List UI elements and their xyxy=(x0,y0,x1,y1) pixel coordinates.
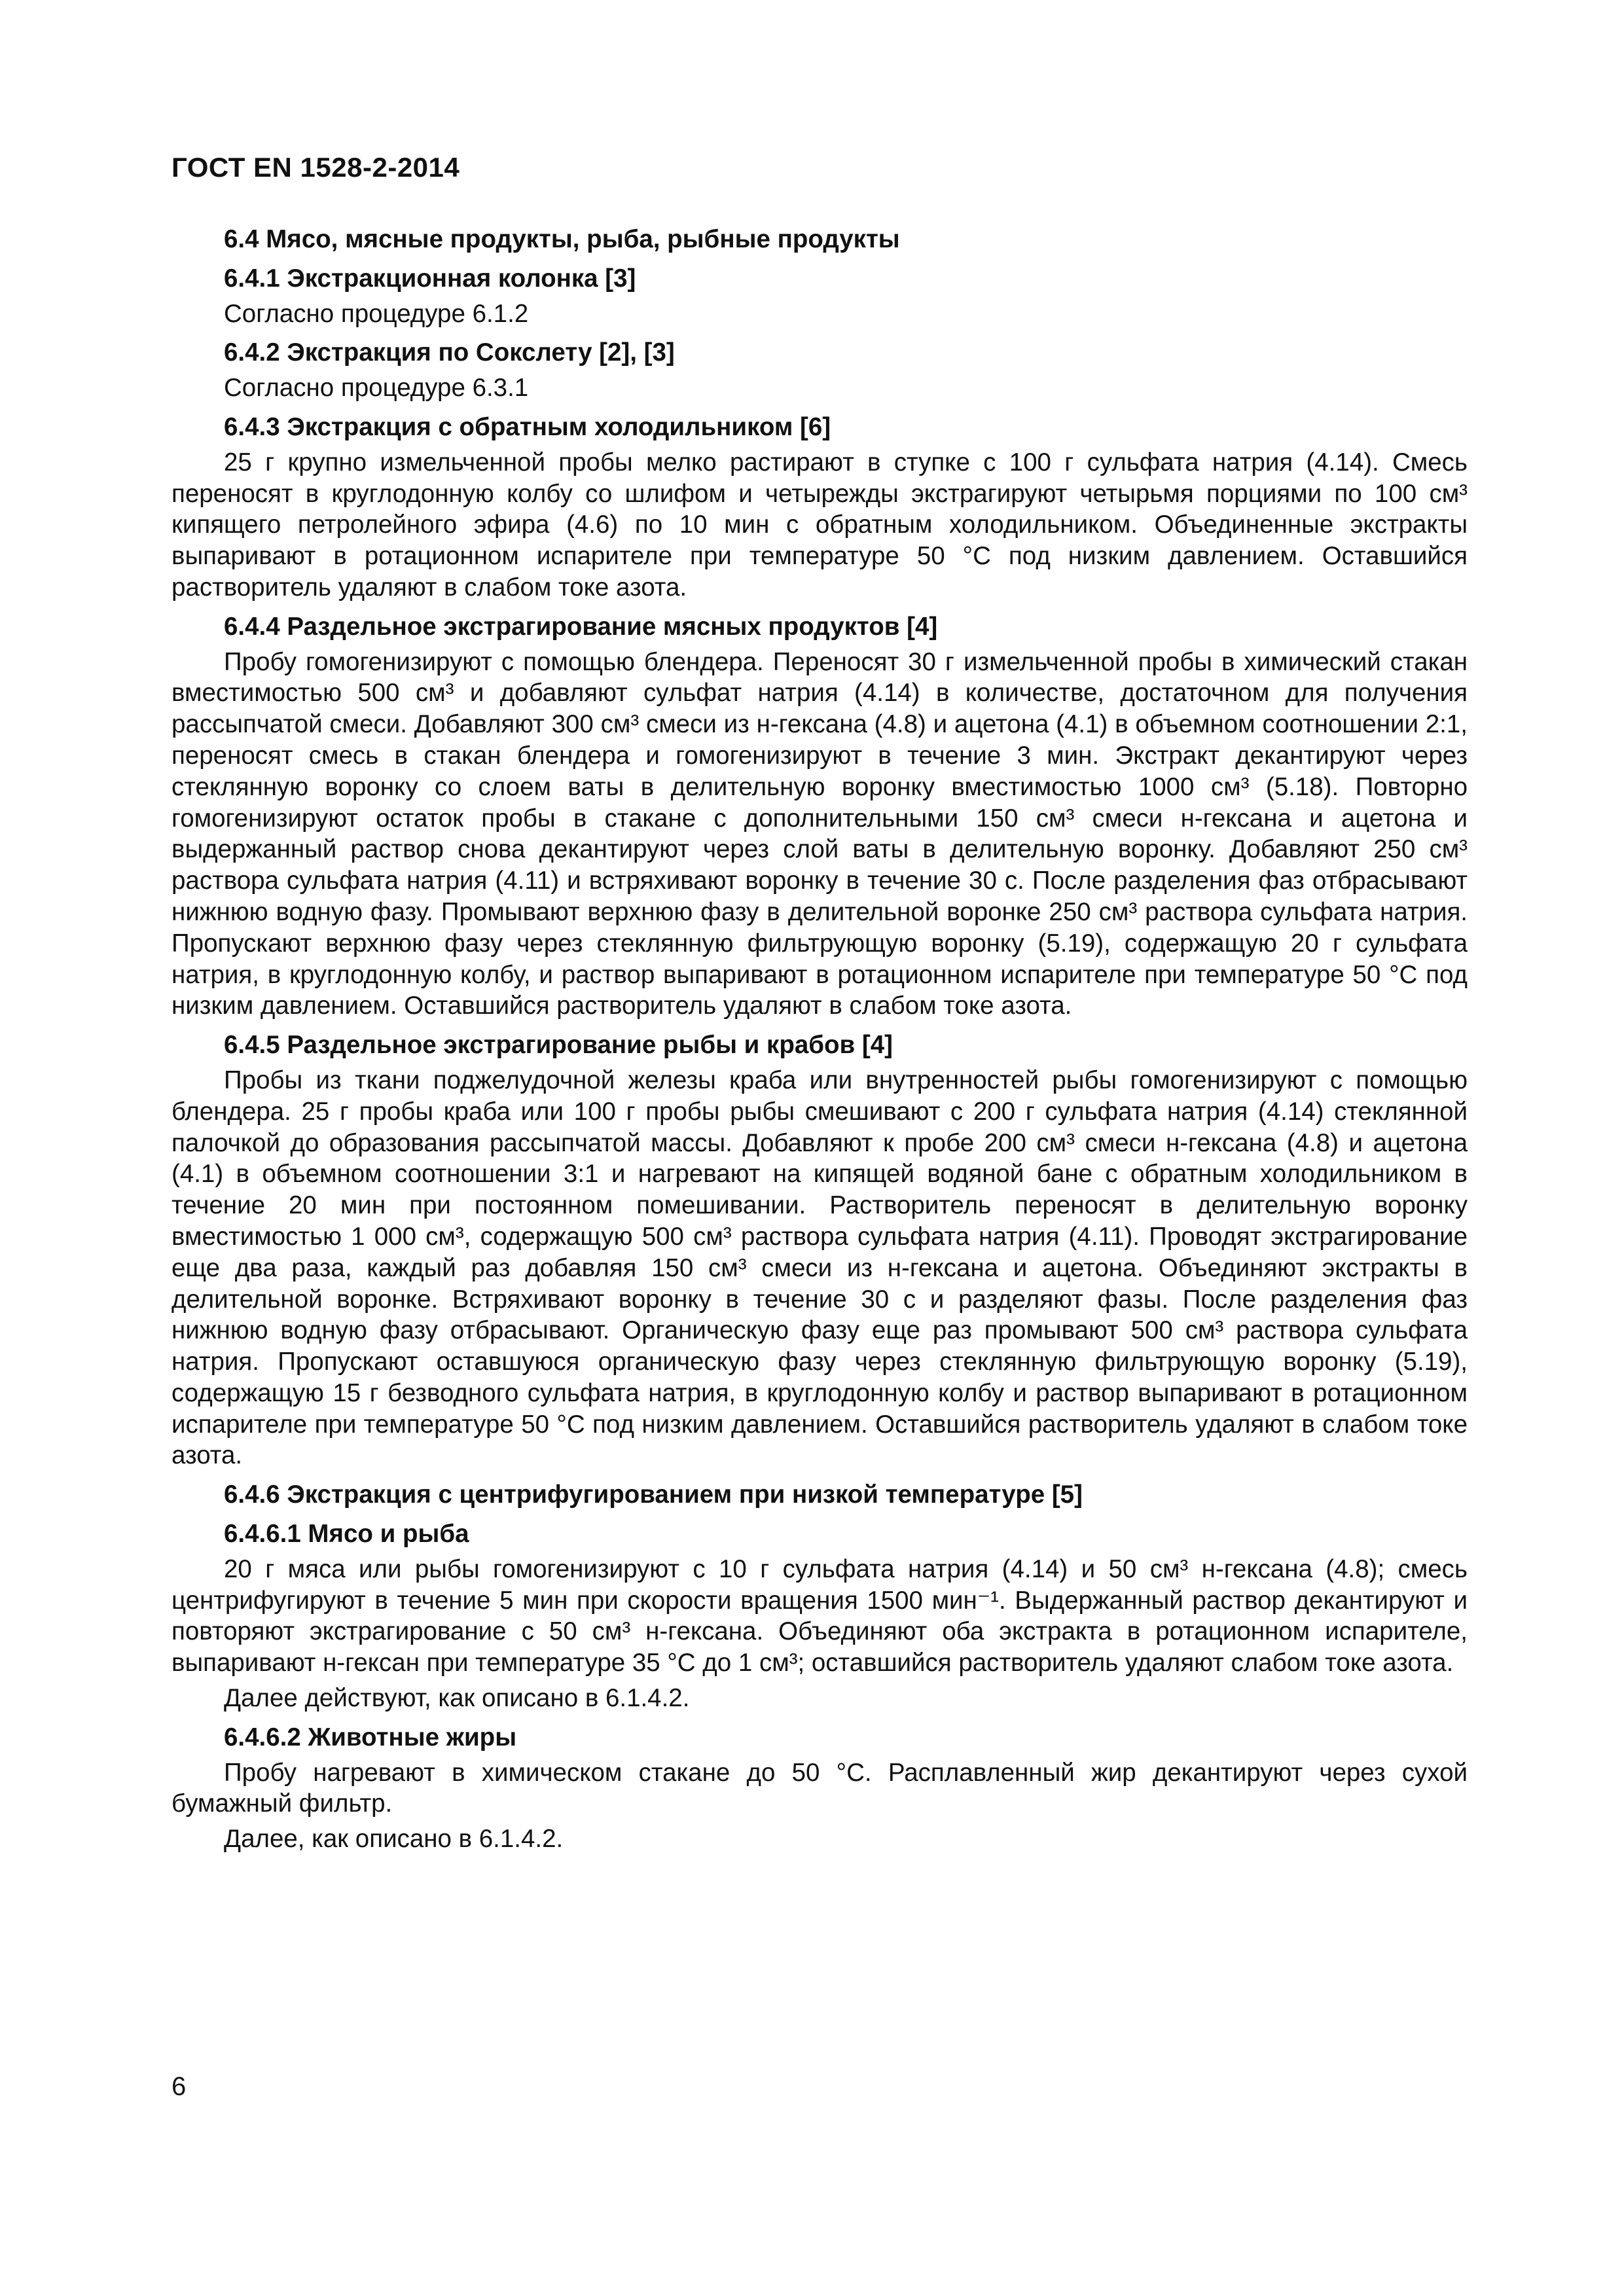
paragraph: Согласно процедуре 6.1.2 xyxy=(224,299,529,328)
paragraph: Далее, как описано в 6.1.4.2. xyxy=(224,1825,564,1854)
paragraph: Пробу гомогенизируют с помощью блендера. Переносят 30 г измельченной пробы в химический стакан вместимостью 500 см³ и добавляют сульфат натрия (4.14) в количестве, достаточном для получения рассыпчатой смеси. Добавляют 300 см³ смеси из н-гексана (4.8) и ацетона (4.1) в объемном соотношении 2:1, переносят смесь в стакан блендера и гомогенизируют в течение 3 мин. Экстракт декантируют через стеклянную воронку со слоем ваты в делительную воронку вместимостью 1000 см³ (5.18). Повторно гомогенизируют остаток пробы в стакане с дополнительными 150 см³ смеси н-гексана и ацетона и выдержанный раствор снова декантируют через слой ваты в делительную воронку. Добавляют 250 см³ раствора сульфата натрия (4.11) и встряхивают воронку в течение 30 с. После разделения фаз отбрасывают нижнюю водную фазу. Промывают верхнюю фазу в делительной воронке 250 см³ раствора сульфата натрия. Пропускают верхнюю фазу через стеклянную фильтрующую воронку (5.19), содержащую 20 г сульфата натрия, в круглодонную колбу, и раствор выпаривают в ротационном испарителе при температуре 50 °С под низким давлением. Оставшийся растворитель удаляют в слабом токе азота. xyxy=(171,647,1468,1020)
section-heading-6-4-2: 6.4.2 Экстракция по Сокслету [2], [3] xyxy=(224,338,675,367)
section-heading-6-4-5: 6.4.5 Раздельное экстрагирование рыбы и крабов [4] xyxy=(224,1031,893,1060)
section-heading-6-4-6-1: 6.4.6.1 Мясо и рыба xyxy=(224,1520,469,1549)
paragraph: Пробу нагревают в химическом стакане до 50 °С. Расплавленный жир декантируют через сухой бумажный фильтр. xyxy=(171,1758,1468,1818)
paragraph: Далее действуют, как описано в 6.1.4.2. xyxy=(224,1684,690,1713)
section-heading-6-4-6: 6.4.6 Экстракция с центрифугированием при низкой температуре [5] xyxy=(224,1480,1083,1509)
section-heading-6-4-6-2: 6.4.6.2 Животные жиры xyxy=(224,1723,517,1751)
section-heading-6-4-1: 6.4.1 Экстракционная колонка [3] xyxy=(224,264,636,293)
document-body xyxy=(171,224,1468,1859)
standard-header: ГОСТ EN 1528-2-2014 xyxy=(171,152,460,183)
page-number: 6 xyxy=(171,2072,187,2101)
paragraph: 20 г мяса или рыбы гомогенизируют с 10 г сульфата натрия (4.14) и 50 см³ н-гексана (4.8); смесь центрифугируют в течение 5 мин при скорости вращения 1500 мин⁻¹. Выдержанный раствор декантируют и повторяют экстрагирование с 50 см³ н-гексана. Объединяют оба экстракта в ротационном испарителе, выпаривают н-гексан при температуре 35 °С до 1 см³; оставшийся растворитель удаляют слабом токе азота. xyxy=(171,1554,1468,1677)
section-heading-6-4-3: 6.4.3 Экстракция с обратным холодильником [6] xyxy=(224,412,831,441)
paragraph: Согласно процедуре 6.3.1 xyxy=(224,374,529,403)
section-heading-6-4: 6.4 Мясо, мясные продукты, рыба, рыбные продукты xyxy=(224,225,900,253)
paragraph: 25 г крупно измельченной пробы мелко растирают в ступке с 100 г сульфата натрия (4.14). Смесь переносят в круглодонную колбу со шлифом и четырежды экстрагируют четырьмя порциями по 100 см³ кипящего петролейного эфира (4.6) по 10 мин с обратным холодильником. Объединенные экстракты выпаривают в ротационном испарителе при температуре 50 °С под низким давлением. Оставшийся растворитель удаляют в слабом токе азота. xyxy=(171,448,1468,601)
paragraph: Пробы из ткани поджелудочной железы краба или внутренностей рыбы гомогенизируют с помощью блендера. 25 г пробы краба или 100 г пробы рыбы смешивают с 200 г сульфата натрия (4.14) стеклянной палочкой до образования рассыпчатой массы. Добавляют к пробе 200 см³ смеси н-гексана (4.8) и ацетона (4.1) в объемном соотношении 3:1 и нагревают на кипящей водяной бане с обратным холодильником в течение 20 мин при постоянном помешивании. Растворитель переносят в делительную воронку вместимостью 1 000 см³, содержащую 500 см³ раствора сульфата натрия (4.11). Проводят экстрагирование еще два раза, каждый раз добавляя 150 см³ смеси из н-гексана и ацетона. Объединяют экстракты в делительной воронке. Встряхивают воронку в течение 30 с и разделяют фазы. После разделения фаз нижнюю водную фазу отбрасывают. Органическую фазу еще раз промывают 500 см³ раствора сульфата натрия. Пропускают оставшуюся органическую фазу через стеклянную фильтрующую воронку (5.19), содержащую 15 г безводного сульфата натрия, в круглодонную колбу и раствор выпаривают в ротационном испарителе при температуре 50 °С под низким давлением. Оставшийся растворитель удаляют в слабом токе азота. xyxy=(171,1066,1468,1470)
section-heading-6-4-4: 6.4.4 Раздельное экстрагирование мясных продуктов [4] xyxy=(224,612,938,641)
